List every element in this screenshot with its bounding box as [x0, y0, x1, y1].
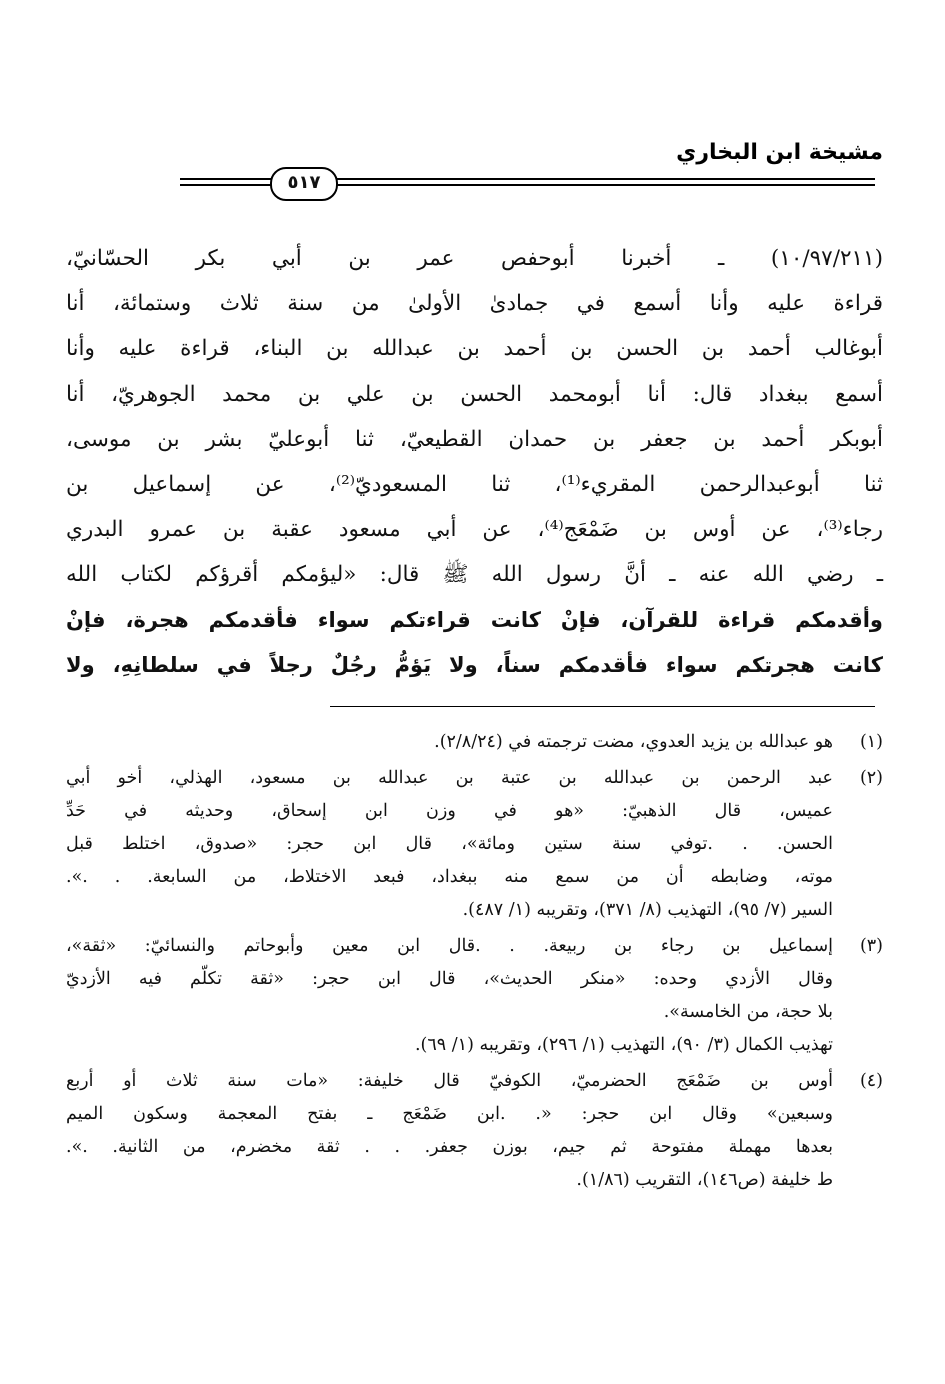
footnote-line: موته، وضابطه أن من سمع منه ببغداد، فبعد الاختلاط، من السابعة. . .».: [66, 867, 833, 887]
hadith-text-line: كانت هجرتكم سواء فأقدمكم سناً، ولا يَؤمُّ رجُلٌ رجلاً في سلطانِهِ، ولا: [66, 652, 883, 677]
footnote-line: وقال الأزدي وحده: «منكر الحديث»، قال ابن حجر: «ثقة تكلّم فيه الأزديّ: [66, 969, 833, 989]
footnotes: [66, 726, 883, 1200]
footnote-3: [66, 930, 883, 1062]
footnote-line: السير (٧/ ٩٥)، التهذيب (٨/ ٣٧١)، وتقريبه (١/ ٤٨٧).: [462, 900, 833, 920]
footnote-number: (١): [859, 732, 883, 752]
footnote-2: [66, 762, 883, 927]
footnote-number: (٢): [859, 768, 883, 788]
running-title: مشيخة ابن البخاري: [676, 140, 883, 165]
text-line: (١٠/٩٧/٢١١) ـ أخبرنا أبوحفص عمر بن أبي بكر الحسّانيّ،: [66, 246, 883, 271]
footnote-line: إسماعيل بن رجاء بن ربيعة. . .قال ابن معين وأبوحاتم والنسائيّ: «ثقة»،: [66, 936, 833, 956]
footnote-line: وسبعين» وقال ابن حجر: «. .ابن ضَمْعَج ـ بفتح المعجمة وسكون الميم: [66, 1104, 833, 1124]
footnote-line: عبد الرحمن بن عبدالله بن عتبة بن عبدالله بن مسعود، الهذلي، أخو أبي: [66, 768, 833, 788]
text-line: ثنا أبوعبدالرحمن المقريء⁽¹⁾، ثنا المسعوديّ⁽²⁾، عن إسماعيل بن: [66, 472, 883, 498]
main-text: [66, 236, 883, 688]
footnote-number: (٣): [859, 936, 883, 956]
footnote-line: هو عبدالله بن يزيد العدوي، مضت ترجمته في (٢/٨/٢٤).: [434, 732, 833, 752]
page-number: ٥١٧: [270, 167, 338, 201]
footnote-line: بعدها مهملة مفتوحة ثم جيم، بوزن جعفر. . . ثقة مخضرم، من الثانية. .».: [66, 1137, 833, 1157]
text-line: أبوغالب أحمد بن الحسن بن أحمد بن عبدالله بن البناء، قراءة عليه وأنا: [66, 336, 883, 362]
text-line: أبوبكر أحمد بن جعفر بن حمدان القطيعيّ، ثنا أبوعليّ بشر بن موسى،: [66, 426, 883, 452]
footnote-line: بلا حجة، من الخامسة».: [663, 1002, 833, 1022]
text-line: ـ رضي الله عنه ـ أنَّ رسول الله ﷺ قال: «ليؤمكم أقرؤكم لكتاب الله: [66, 562, 883, 588]
footnote-line: الحسن. . .توفي سنة ستين ومائة»، قال ابن حجر: «صدوق، اختلط قبل: [66, 834, 833, 854]
footnote-separator: [330, 706, 875, 707]
text-line: رجاء⁽³⁾، عن أوس بن ضَمْعَج⁽⁴⁾، عن أبي مسعود عقبة بن عمرو البدري: [66, 517, 883, 543]
hadith-text-line: وأقدمكم قراءة للقرآن، فإنْ كانت قراءتكم سواء فأقدمكم هجرة، فإنْ: [66, 607, 883, 632]
footnote-line: أوس بن ضَمْعَج الحضرميّ، الكوفيّ قال خليفة: «مات سنة ثلاث أو أربع: [66, 1071, 833, 1091]
footnote-line: ط خليفة (ص١٤٦)، التقريب (١/٨٦).: [576, 1170, 833, 1190]
text-line: أسمع ببغداد قال: أنا أبومحمد الحسن بن علي بن محمد الجوهريّ، أنا: [66, 381, 883, 407]
footnote-number: (٤): [859, 1071, 883, 1091]
footnote-4: [66, 1065, 883, 1197]
text-line: قراءة عليه وأنا أسمع في جمادىٰ الأولىٰ من سنة ثلاث وستمائة، أنا: [66, 291, 883, 317]
footnote-line: عميس، قال الذهبيّ: «هو في وزن ابن إسحاق، وحديثه في حَدِّ: [66, 801, 833, 821]
footnote-1: [66, 726, 883, 759]
footnote-line: تهذيب الكمال (٣/ ٩٠)، التهذيب (١/ ٢٩٦)، وتقريبه (١/ ٦٩).: [414, 1035, 833, 1055]
